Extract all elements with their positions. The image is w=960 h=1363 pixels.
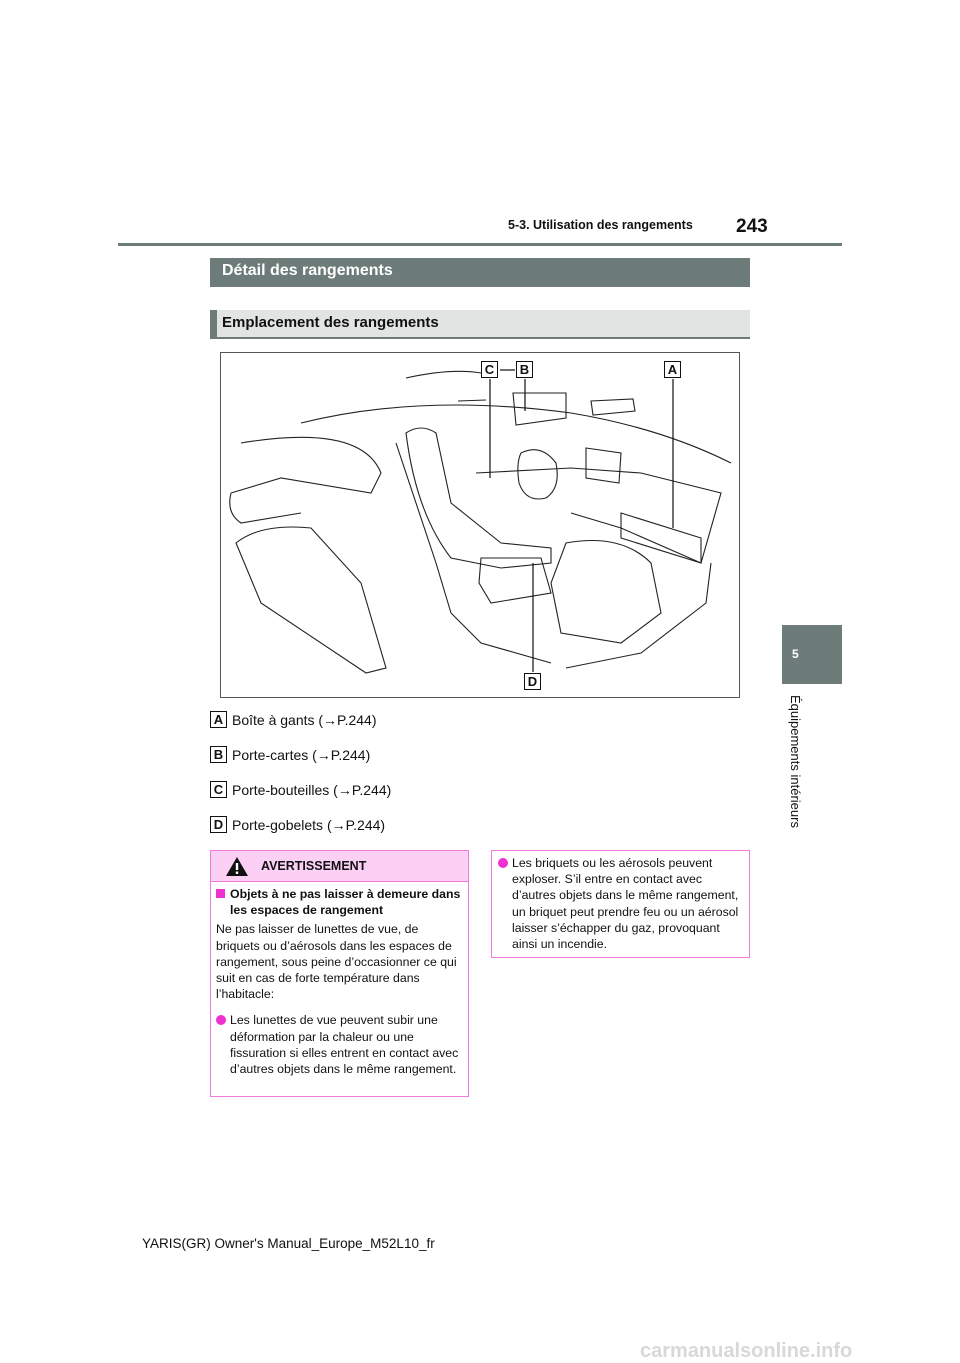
warning-continued-box (491, 850, 750, 958)
warning-subheading-row (216, 886, 462, 918)
legend-item-a (210, 711, 377, 728)
warning-bullet (216, 1012, 462, 1077)
callout-a: A (664, 361, 681, 378)
warning-bullet-text: Les briquets ou les aérosols peuvent exploser. S’il entre en contact avec d’autres objets dans le même rangement, un briquet peut prendre feu ou un aérosol laisser s’échapper du gaz, provoquant ainsi un incendie. (512, 856, 739, 952)
legend-key: B (210, 746, 227, 763)
chapter-tab: 5 (782, 625, 842, 684)
footer-text: YARIS(GR) Owner's Manual_Europe_M52L10_fr (142, 1236, 435, 1251)
legend-item-d (210, 816, 385, 833)
warning-body: Ne pas laisser de lunettes de vue, de briquets ou d’aérosols dans les espaces de rangement, sous peine d’occasionner ce qui suit en cas de forte température dans l’habitacle: (216, 922, 457, 1002)
warning-bullet-text: Les lunettes de vue peuvent subir une déformation par la chaleur ou une fissuration si elles entrent en contact avec d’autres objets dans le même rangement. (230, 1013, 459, 1077)
legend-item-c (210, 781, 391, 798)
page-number: 243 (736, 216, 768, 237)
callout-c: C (481, 361, 498, 378)
warning-bullet (498, 855, 745, 952)
legend-text: Boîte à gants (→P.244) (232, 711, 377, 728)
interior-illustration (220, 352, 740, 698)
legend-text: Porte-gobelets (→P.244) (232, 816, 386, 833)
legend-key: A (210, 711, 227, 728)
callout-leader-lines (221, 353, 739, 697)
bullet-dot-icon (498, 858, 508, 868)
section-title: Détail des rangements (210, 258, 750, 287)
warning-triangle-icon (225, 856, 249, 877)
legend-text: Porte-cartes (→P.244) (232, 746, 371, 763)
legend-key: D (210, 816, 227, 833)
header-divider (118, 243, 842, 246)
warning-box (210, 850, 469, 1097)
legend-text: Porte-bouteilles (→P.244) (232, 781, 392, 798)
watermark: carmanualsonline.info (640, 1340, 853, 1362)
warning-header (211, 851, 468, 882)
warning-heading: AVERTISSEMENT (261, 858, 367, 873)
section-header: 5-3. Utilisation des rangements (508, 218, 693, 232)
square-bullet-icon (216, 889, 225, 898)
bullet-dot-icon (216, 1015, 226, 1025)
callout-b: B (516, 361, 533, 378)
callout-d: D (524, 673, 541, 690)
warning-subheading: Objets à ne pas laisser à demeure dans les espaces de rangement (230, 887, 461, 918)
subsection-title: Emplacement des rangements (210, 310, 750, 339)
legend-item-b (210, 746, 370, 763)
legend-key: C (210, 781, 227, 798)
chapter-label: Équipements intérieurs (788, 695, 803, 828)
